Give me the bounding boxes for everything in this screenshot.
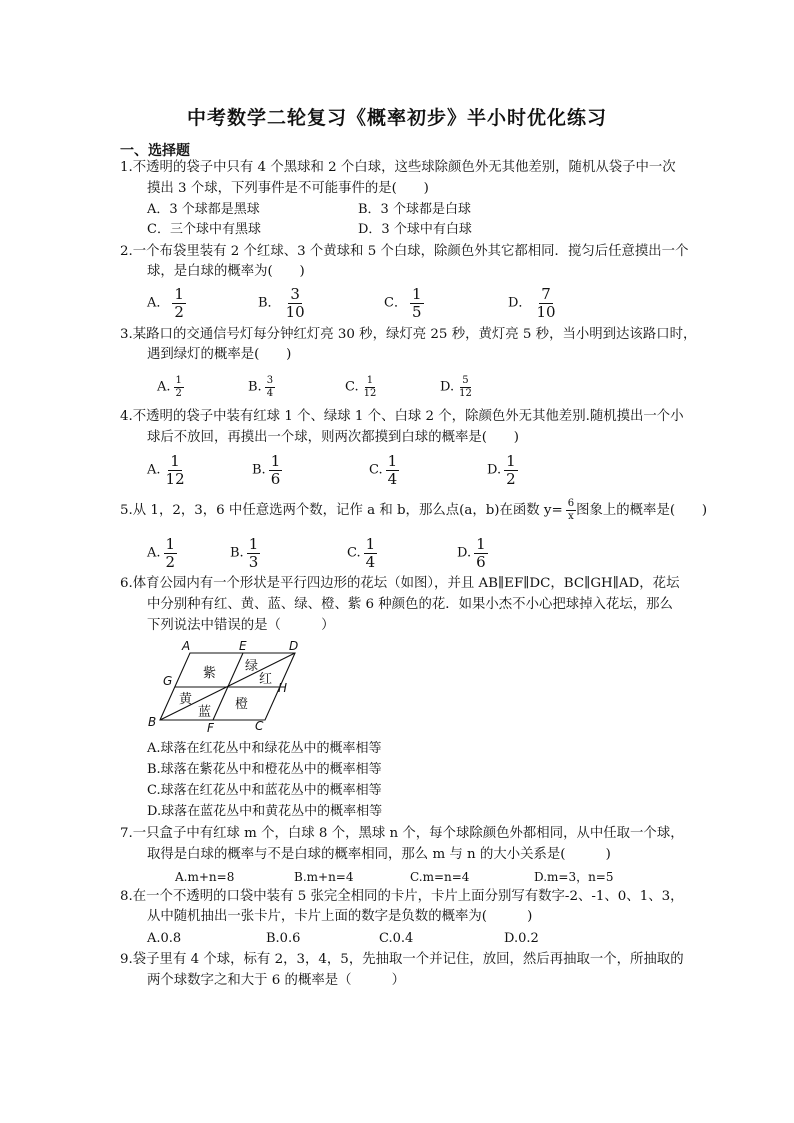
question-3-option-c <box>345 376 378 399</box>
denominator: x <box>568 511 574 522</box>
question-1-option-b: B．3 个球都是白球 <box>358 202 471 217</box>
numerator: 1 <box>165 535 176 553</box>
question-5-text-b: 图象上的概率是( ) <box>576 503 708 518</box>
question-3-line-2: 遇到绿灯的概率是( ) <box>147 347 292 362</box>
vertex-a-label: A <box>182 640 191 653</box>
numerator: 1 <box>175 375 182 386</box>
option-label: D. <box>457 545 472 561</box>
denominator: 12 <box>363 388 377 399</box>
question-8-option-b: B.0.6 <box>266 931 301 946</box>
option-label: A． <box>147 295 170 311</box>
numerator: 6 <box>567 498 575 509</box>
question-6-option-a: A.球落在红花丛中和绿花丛中的概率相等 <box>147 741 382 756</box>
question-2-option-b <box>258 287 307 320</box>
question-8-option-c: C.0.4 <box>379 931 414 946</box>
denominator: 2 <box>165 553 176 571</box>
region-red-label: 红 <box>259 672 273 687</box>
question-3-line-1: 3.某路口的交通信号灯每分钟红灯亮 30 秒，绿灯亮 25 秒，黄灯亮 5 秒，当小明到达该路口时， <box>120 327 697 342</box>
denominator: 2 <box>174 303 184 321</box>
question-7-line-1: 7.一只盒子中有红球 m 个，白球 8 个，黑球 n 个，每个球除颜色外都相同，从中任取一个球， <box>120 826 684 841</box>
question-6-option-c: C.球落在红花丛中和蓝花丛中的概率相等 <box>147 783 382 798</box>
question-4-line-2: 球后不放回，再摸出一个球，则两次都摸到白球的概率是( ) <box>147 430 519 445</box>
question-5-option-b <box>230 537 260 570</box>
option-label: C. <box>345 379 359 395</box>
fraction <box>172 287 186 320</box>
question-6-line-2: 中分别种有红、黄、蓝、绿、橙、紫 6 种颜色的花．如果小杰不小心把球掉入花坛，那么 <box>147 597 673 612</box>
fraction <box>269 454 283 487</box>
question-2-line-2: 球，是白球的概率为( ) <box>147 264 305 279</box>
vertex-d-label: D <box>289 640 299 653</box>
question-4-line-1: 4.不透明的袋子中装有红球 1 个、绿球 1 个、白球 2 个，除颜色外无其他差别.随机摸出一个小 <box>120 409 684 424</box>
denominator: 10 <box>536 303 556 321</box>
denominator: 4 <box>266 388 274 399</box>
point-e-label: E <box>239 640 247 653</box>
numerator: 1 <box>506 452 516 470</box>
question-2-line-1: 2.一个布袋里装有 2 个红球、3 个黄球和 5 个白球，除颜色外其它都相同．搅匀后任意摸出一个 <box>120 244 689 259</box>
fraction <box>164 537 178 570</box>
fraction <box>284 287 307 320</box>
question-3-option-d <box>440 376 474 399</box>
question-6-option-b: B.球落在紫花丛中和橙花丛中的概率相等 <box>147 762 382 777</box>
fraction <box>362 376 379 399</box>
numerator: 3 <box>266 375 274 386</box>
option-label: A. <box>157 379 171 395</box>
question-8-line-1: 8.在一个不透明的口袋中装有 5 张完全相同的卡片，卡片上面分别写有数字-2、-1、0、1、3， <box>120 889 684 904</box>
question-1-option-a: A．3 个球都是黑球 <box>147 202 260 217</box>
denominator: 4 <box>387 470 398 488</box>
region-green-label: 绿 <box>245 659 259 674</box>
point-g-label: G <box>163 674 173 688</box>
numerator: 1 <box>387 452 398 470</box>
question-3-option-a <box>157 376 184 399</box>
question-9-line-2: 两个球数字之和大于 6 的概率是（ ） <box>147 973 406 988</box>
question-5-option-c <box>347 537 377 570</box>
page-title: 中考数学二轮复习《概率初步》半小时优化练习 <box>186 107 607 129</box>
option-label: A. <box>147 545 161 561</box>
question-7-option-b: B.m+n=4 <box>294 870 354 884</box>
question-2-option-d <box>508 287 558 320</box>
vertex-b-label: B <box>148 715 157 729</box>
fraction <box>164 454 187 487</box>
denominator: 2 <box>175 388 182 399</box>
fraction <box>504 454 518 487</box>
denominator: 6 <box>270 470 281 488</box>
fraction <box>265 376 275 399</box>
function-fraction <box>566 499 576 522</box>
numerator: 1 <box>476 535 486 553</box>
numerator: 1 <box>270 452 281 470</box>
vertex-c-label: C <box>255 719 264 733</box>
section-heading: 一、选择题 <box>120 143 190 159</box>
denominator: 12 <box>165 470 185 488</box>
question-4-option-a <box>147 454 187 487</box>
numerator: 1 <box>174 285 184 303</box>
question-7-option-a: A.m+n=8 <box>175 870 235 884</box>
numerator: 3 <box>290 285 300 303</box>
question-4-option-d <box>487 454 518 487</box>
fraction <box>534 287 557 320</box>
question-4-option-b <box>252 454 282 487</box>
region-blue-label: 蓝 <box>198 705 212 720</box>
fraction <box>174 376 184 399</box>
numerator: 1 <box>170 452 180 470</box>
question-7-option-d: D.m=3，n=5 <box>534 870 614 884</box>
denominator: 12 <box>459 388 472 399</box>
option-label: C. <box>369 462 383 478</box>
parallelogram-flowerbed-figure <box>140 640 310 735</box>
denominator: 6 <box>476 553 486 571</box>
question-1-line-1: 1.不透明的袋子中只有 4 个黑球和 2 个白球，这些球除颜色外无其他差别，随机从袋子中一次 <box>120 160 676 175</box>
denominator: 5 <box>411 303 422 321</box>
fraction <box>410 287 424 320</box>
option-label: D. <box>440 379 455 395</box>
option-label: A. <box>147 462 161 478</box>
question-2-option-a <box>147 287 186 320</box>
question-9-line-1: 9.袋子里有 4 个球，标有 2，3，4，5，先抽取一个并记住，放回，然后再抽取一个，所抽取的 <box>120 952 684 967</box>
question-5-line-1 <box>120 499 707 522</box>
option-label: B. <box>252 462 266 478</box>
denominator: 3 <box>248 553 259 571</box>
question-6-option-d: D.球落在蓝花丛中和黄花丛中的概率相等 <box>147 804 383 819</box>
region-yellow-label: 黄 <box>179 692 193 707</box>
point-h-label: H <box>278 681 288 695</box>
numerator: 1 <box>411 285 422 303</box>
numerator: 1 <box>366 375 374 386</box>
question-5-option-d <box>457 537 488 570</box>
option-label: C. <box>347 545 361 561</box>
option-label: D. <box>487 462 502 478</box>
region-purple-label: 紫 <box>203 666 217 681</box>
numerator: 1 <box>248 535 259 553</box>
numerator: 7 <box>541 285 551 303</box>
question-5-text-a: 5.从 1，2，3，6 中任意选两个数，记作 a 和 b，那么点(a，b)在函数 y= <box>120 503 563 518</box>
fraction <box>364 537 378 570</box>
region-orange-label: 橙 <box>235 697 249 712</box>
question-8-option-d: D.0.2 <box>504 931 539 946</box>
option-label: B. <box>230 545 244 561</box>
question-1-option-c: C．三个球中有黑球 <box>147 222 261 237</box>
question-2-option-c <box>384 287 424 320</box>
denominator: 10 <box>285 303 305 321</box>
question-1-line-2: 摸出 3 个球，下列事件是不可能事件的是( ) <box>147 181 429 196</box>
fraction <box>457 376 474 399</box>
question-8-option-a: A.0.8 <box>147 931 182 946</box>
fraction <box>247 537 261 570</box>
option-label: B. <box>248 379 262 395</box>
question-7-option-c: C.m=n=4 <box>410 870 470 884</box>
question-7-line-2: 取得是白球的概率与不是白球的概率相同，那么 m 与 n 的大小关系是( ) <box>147 847 611 862</box>
fraction <box>474 537 488 570</box>
numerator: 5 <box>462 375 469 386</box>
question-4-option-c <box>369 454 399 487</box>
question-1-option-d: D．3 个球中有白球 <box>358 222 472 237</box>
question-3-option-b <box>248 376 275 399</box>
option-label: C． <box>384 295 407 311</box>
point-f-label: F <box>207 721 214 735</box>
question-5-option-a <box>147 537 177 570</box>
question-6-line-1: 6.体育公园内有一个形状是平行四边形的花坛（如图），并且 AB∥EF∥DC，BC∥GH∥AD，花坛 <box>120 576 680 591</box>
fraction <box>386 454 400 487</box>
numerator: 1 <box>365 535 376 553</box>
option-label: B． <box>258 295 281 311</box>
question-8-line-2: 从中随机抽出一张卡片，卡片上面的数字是负数的概率为( ) <box>147 909 533 924</box>
question-6-line-3: 下列说法中错误的是（ ） <box>147 618 335 633</box>
option-label: D． <box>508 295 532 311</box>
denominator: 4 <box>365 553 376 571</box>
denominator: 2 <box>506 470 516 488</box>
